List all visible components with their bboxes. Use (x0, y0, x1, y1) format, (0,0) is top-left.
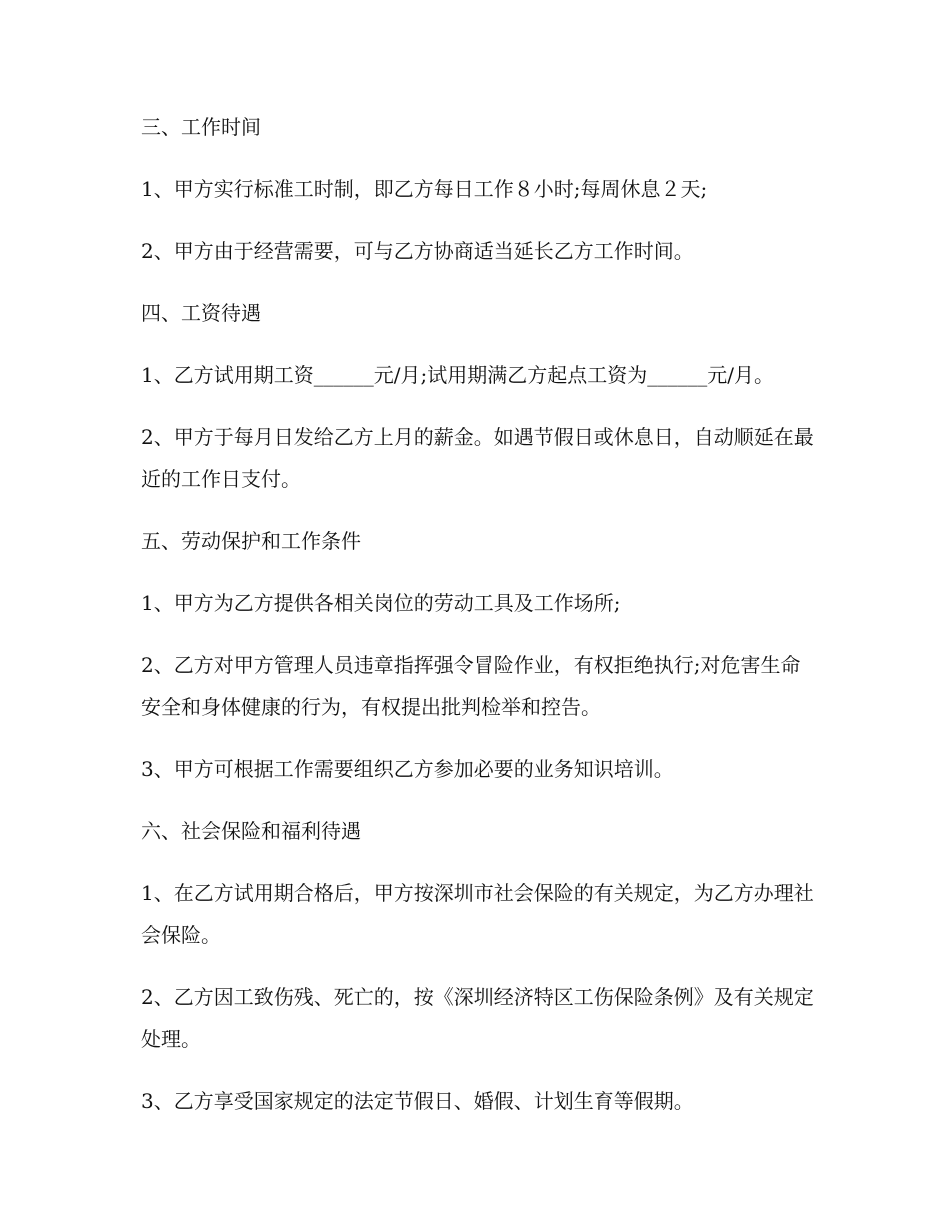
clause-paragraph: 2、乙方因工致伤残、死亡的，按《深圳经济特区工伤保险条例》及有关规定处理。 (141, 985, 814, 1051)
clause-paragraph: 2、甲方于每月日发给乙方上月的薪金。如遇节假日或休息日，自动顺延在最近的工作日支付。 (141, 425, 814, 491)
document-body (141, 106, 816, 1142)
clause-paragraph: 1、在乙方试用期合格后，甲方按深圳市社会保险的有关规定，为乙方办理社会保险。 (141, 881, 814, 947)
clause-paragraph: 3、乙方享受国家规定的法定节假日、婚假、计划生育等假期。 (141, 1089, 694, 1113)
clause-paragraph: 2、乙方对甲方管理人员违章指挥强令冒险作业，有权拒绝执行;对危害生命安全和身体健康的行为，有权提出批判检举和控告。 (141, 653, 801, 719)
section-heading-labor-protection: 五、劳动保护和工作条件 (141, 529, 361, 553)
section-heading-wages: 四、工资待遇 (141, 301, 261, 325)
clause-paragraph: 1、乙方试用期工资______元/月;试用期满乙方起点工资为______元/月。 (141, 363, 774, 387)
clause-paragraph: 2、甲方由于经营需要，可与乙方协商适当延长乙方工作时间。 (141, 239, 694, 263)
clause-paragraph: 1、甲方实行标准工时制，即乙方每日工作８小时;每周休息２天; (141, 177, 708, 201)
section-heading-work-time: 三、工作时间 (141, 115, 261, 139)
clause-paragraph: 1、甲方为乙方提供各相关岗位的劳动工具及工作场所; (141, 591, 621, 615)
clause-paragraph: 3、甲方可根据工作需要组织乙方参加必要的业务知识培训。 (141, 757, 674, 781)
section-heading-social-insurance: 六、社会保险和福利待遇 (141, 819, 361, 843)
